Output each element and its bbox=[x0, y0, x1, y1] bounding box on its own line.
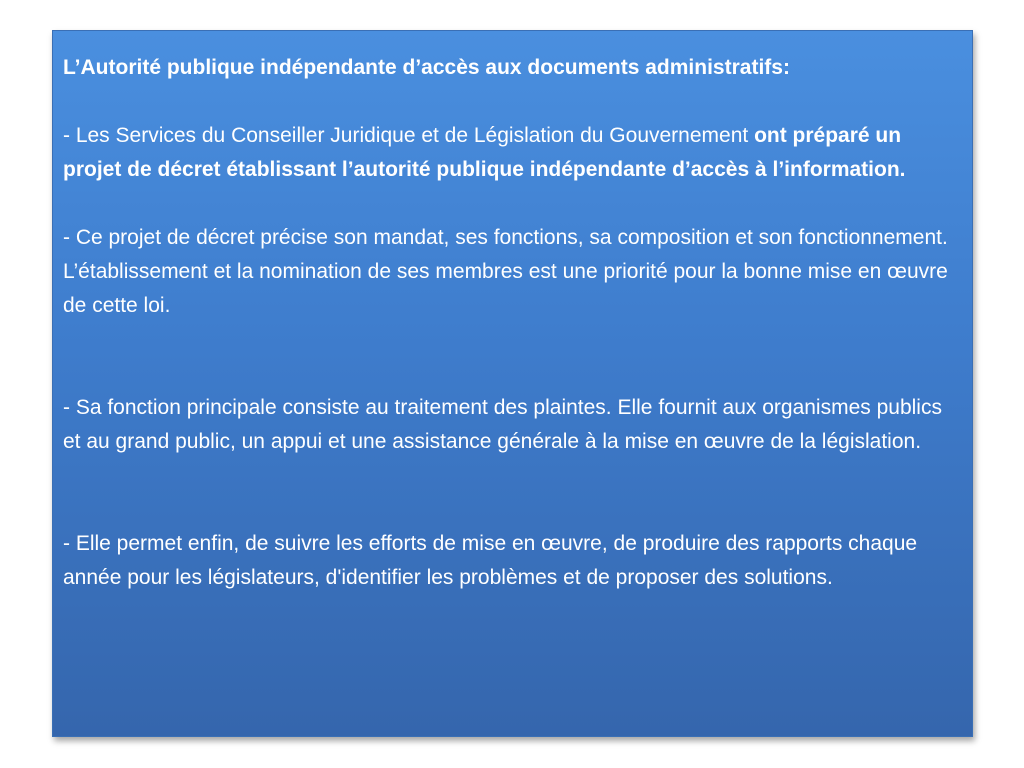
paragraph-monitoring: - Elle permet enfin, de suivre les efforts de mise en œuvre, de produire des rapports chaque année pour les législateurs, d'identifier les problèmes et de proposer des solutions. bbox=[63, 532, 918, 589]
paragraph-services bbox=[63, 119, 962, 187]
spacer bbox=[63, 85, 962, 119]
spacer bbox=[63, 323, 962, 391]
spacer bbox=[63, 459, 962, 527]
paragraph-decree: - Ce projet de décret précise son mandat, ses fonctions, sa composition et son fonctionnement. L’établissement et la nomination de ses membres est une priorité pour la bonne mise en œuvre de cette loi. bbox=[63, 226, 948, 317]
slide-heading: L’Autorité publique indépendante d’accès aux documents administratifs: bbox=[63, 56, 790, 79]
paragraph-services-bold: ont préparé un projet de décret établissant l’autorité publique indépendante d’accès à l’information. bbox=[63, 124, 906, 181]
spacer bbox=[63, 187, 962, 221]
paragraph-services-text: - Les Services du Conseiller Juridique et de Législation du Gouvernement bbox=[63, 124, 755, 147]
content-box bbox=[52, 30, 973, 737]
paragraph-function: - Sa fonction principale consiste au traitement des plaintes. Elle fournit aux organismes publics et au grand public, un appui et une assistance générale à la mise en œuvre de la législation. bbox=[63, 396, 942, 453]
